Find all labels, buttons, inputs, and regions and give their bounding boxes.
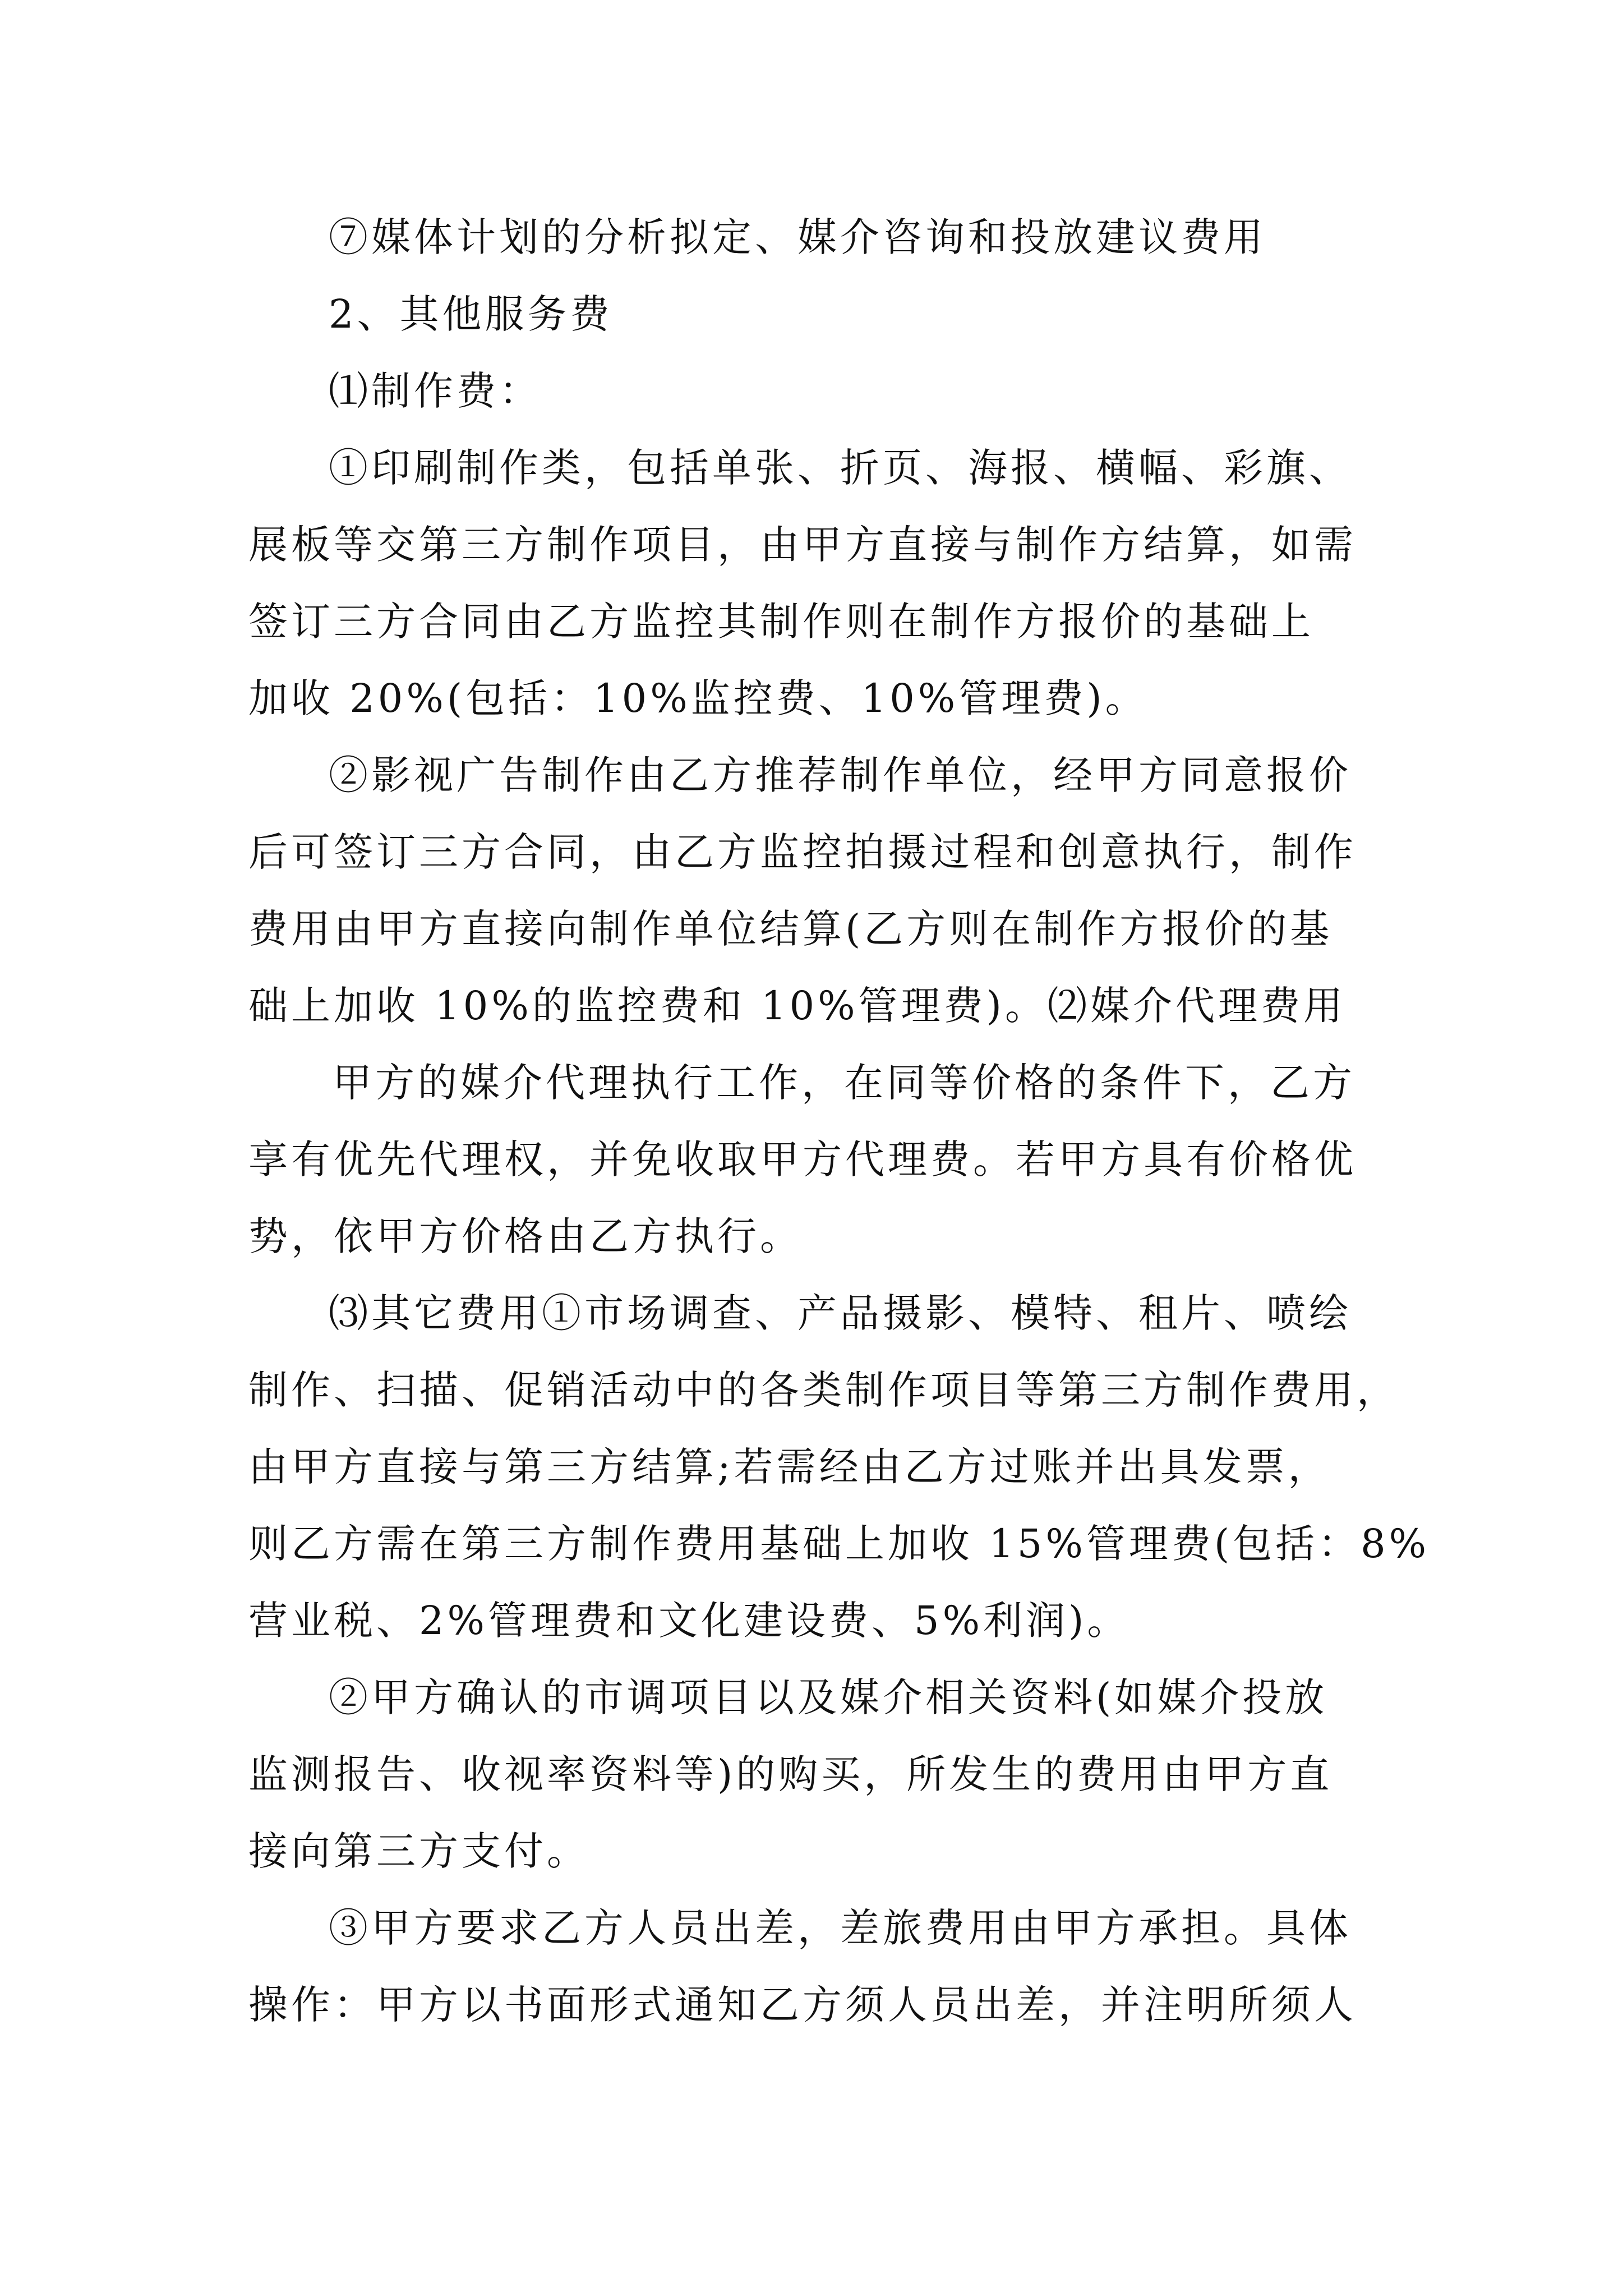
- text-line: 加收 20%(包括：10%监控费、10%管理费)。: [248, 675, 1148, 721]
- text-line: 制作、扫描、促销活动中的各类制作项目等第三方制作费用，: [248, 1367, 1399, 1413]
- text-line: 础上加收 10%的监控费和 10%管理费)。⑵媒介代理费用: [248, 983, 1346, 1029]
- text-line: ⑶其它费用①市场调查、产品摄影、模特、租片、喷绘: [329, 1290, 1352, 1336]
- subsection-heading: ⑴制作费：: [329, 368, 542, 414]
- text-line: ②影视广告制作由乙方推荐制作单位，经甲方同意报价: [329, 752, 1352, 798]
- text-line: 费用由甲方直接向制作单位结算(乙方则在制作方报价的基: [248, 906, 1333, 952]
- text-line: ①印刷制作类，包括单张、折页、海报、横幅、彩旗、: [329, 445, 1352, 491]
- text-line: ②甲方确认的市调项目以及媒介相关资料(如媒介投放: [329, 1674, 1328, 1720]
- text-line: 享有优先代理权，并免收取甲方代理费。若甲方具有价格优: [248, 1137, 1357, 1182]
- text-line: 势，依甲方价格由乙方执行。: [248, 1213, 803, 1259]
- text-line: 签订三方合同由乙方监控其制作则在制作方报价的基础上: [248, 599, 1314, 645]
- section-heading: 2、其他服务费: [329, 291, 613, 337]
- text-line: 甲方的媒介代理执行工作，在同等价格的条件下，乙方: [333, 1060, 1355, 1106]
- text-line: 操作：甲方以书面形式通知乙方须人员出差，并注明所须人: [248, 1982, 1357, 2028]
- text-line: 后可签订三方合同，由乙方监控拍摄过程和创意执行，制作: [248, 829, 1357, 875]
- text-line: 营业税、2%管理费和文化建设费、5%利润)。: [248, 1598, 1130, 1644]
- text-line: 展板等交第三方制作项目，由甲方直接与制作方结算，如需: [248, 522, 1357, 568]
- document-body: [248, 199, 1430, 2044]
- text-line: ③甲方要求乙方人员出差，差旅费用由甲方承担。具体: [329, 1905, 1352, 1951]
- text-line: 接向第三方支付。: [248, 1828, 589, 1874]
- text-line: 则乙方需在第三方制作费用基础上加收 15%管理费(包括：8%: [248, 1521, 1430, 1567]
- text-line: 由甲方直接与第三方结算;若需经由乙方过账并出具发票，: [248, 1444, 1331, 1490]
- text-line: ⑦媒体计划的分析拟定、媒介咨询和投放建议费用: [329, 214, 1266, 260]
- text-line: 监测报告、收视率资料等)的购买，所发生的费用由甲方直: [248, 1751, 1333, 1797]
